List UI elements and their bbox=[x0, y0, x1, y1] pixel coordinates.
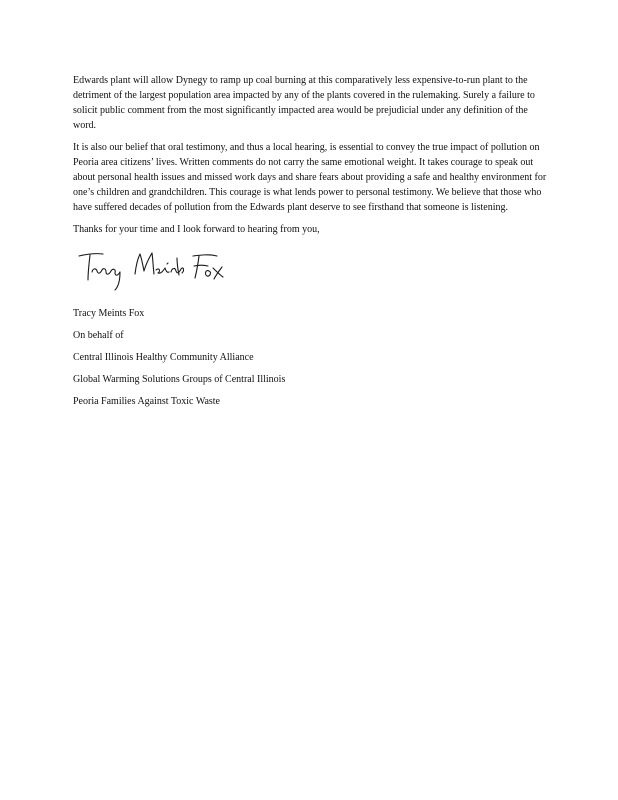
letter-body bbox=[73, 73, 549, 416]
signer-name: Tracy Meints Fox bbox=[73, 308, 145, 319]
closing-line: Thanks for your time and I look forward to hearing from you, bbox=[73, 224, 320, 235]
organization-item: Central Illinois Healthy Community Alliance bbox=[73, 352, 254, 363]
signature-block bbox=[73, 306, 549, 409]
paragraph-edwards-plant: Edwards plant will allow Dynegy to ramp up coal burning at this comparatively less expensive-to-run plant to the detriment of the largest population area impacted by any of the plants covered in the rulemaking. Surely a failure to solicit public comment from the most significantly impacted area would be prejudicial under any definition of the word. bbox=[73, 75, 535, 131]
organization-item: Global Warming Solutions Groups of Central Illinois bbox=[73, 374, 286, 385]
handwritten-signature bbox=[73, 244, 233, 296]
signature-drawing bbox=[73, 244, 233, 296]
paragraph-oral-testimony: It is also our belief that oral testimony, and thus a local hearing, is essential to convey the true impact of pollution on Peoria area citizens’ lives. Written comments do not carry the same emotional weight. It takes courage to speak out about personal health issues and missed work days and share fears about providing a safe and healthy environment for one’s children and grandchildren. This courage is what lends power to personal testimony. We believe that those who have suffered decades of pollution from the Edwards plant deserve to see firsthand that someone is listening. bbox=[73, 142, 547, 213]
on-behalf-label: On behalf of bbox=[73, 330, 124, 341]
organization-item: Peoria Families Against Toxic Waste bbox=[73, 396, 220, 407]
